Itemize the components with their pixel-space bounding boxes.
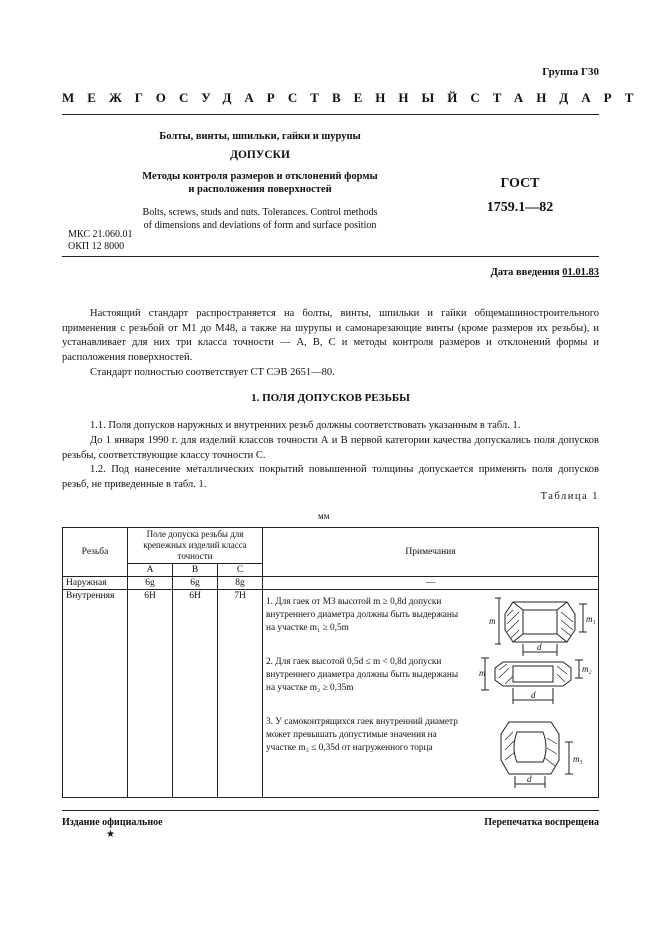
star-icon: ★: [106, 829, 115, 840]
date-value: 01.01.83: [562, 267, 599, 278]
reprint-prohibited: Перепечатка воспрещена: [484, 817, 599, 828]
class-c: C: [218, 564, 263, 577]
title-english-2: of dimensions and deviations of form and surface position: [143, 220, 377, 231]
nut-diagrams: [479, 592, 597, 797]
tolerance-table: [62, 527, 599, 798]
thread-internal: Внутренняя: [63, 590, 128, 798]
class-a: A: [128, 564, 173, 577]
intro-paragraph-2: Стандарт полностью соответствует СТ СЭВ 2651—80.: [90, 367, 335, 378]
section-1-title: 1. ПОЛЯ ДОПУСКОВ РЕЗЬБЫ: [251, 392, 410, 404]
banner-word-2: СТАНДАРТ: [470, 90, 647, 105]
section-1-paragraph-1: 1.1. Поля допусков наружных и внутренних резьб должны соответствовать указанным в табл. 1.: [90, 420, 521, 431]
group-code: Группа Г30: [542, 66, 599, 78]
value-c: 7H: [218, 590, 263, 798]
note-1: 1. Для гаек от М3 высотой m ≥ 0,8d допуски внутреннего диаметра должны быть выдержаны на участке m₁ ≥ 0,5m: [266, 597, 459, 633]
label-m: m: [489, 616, 496, 626]
banner-word-1: МЕЖГОСУДАРСТВЕННЫЙ: [62, 90, 471, 105]
note-3: 3. У самоконтрящихся гаек внутренний диаметр может превышать допустимые значения на участке m₃ ≤ 0,35d от нагруженного торца: [266, 717, 458, 753]
table-header-row: [63, 528, 599, 564]
mks-code: МКС 21.060.01: [68, 229, 133, 240]
header-notes: Примечания: [263, 528, 599, 577]
value-c: 8g: [218, 577, 263, 590]
classification-codes: [68, 229, 132, 253]
title-line-1: Болты, винты, шпильки, гайки и шурупы: [159, 131, 361, 142]
value-b: 6H: [173, 590, 218, 798]
label-m2: m₂: [582, 664, 592, 674]
label-m1: m₁: [586, 614, 596, 624]
table-units: мм: [318, 511, 330, 521]
notes-cell: [263, 590, 599, 798]
title-english-1: Bolts, screws, studs and nuts. Tolerances. Control methods: [142, 207, 378, 218]
header-rule: [62, 114, 599, 115]
codes-rule: [62, 256, 599, 257]
okp-code: ОКП 12 8000: [68, 241, 125, 252]
label-m3: m₃: [573, 754, 583, 764]
footer-rule: [62, 810, 599, 811]
standard-banner: [62, 90, 647, 106]
title-block: [110, 130, 410, 232]
class-b: B: [173, 564, 218, 577]
label-d: d: [531, 690, 536, 700]
table-row: [63, 590, 599, 798]
value-a: 6H: [128, 590, 173, 798]
note-2: 2. Для гаек высотой 0,5d ≤ m < 0,8d допуски внутреннего диаметра должны быть выдержаны на участке m₂ ≥ 0,35m: [266, 657, 459, 693]
note-dash: —: [263, 577, 599, 590]
header-tolerance-field: Поле допуска резьбы для крепежных изделий класса точности: [128, 528, 263, 564]
official-edition: Издание официальное: [62, 817, 163, 828]
label-d: d: [527, 774, 532, 784]
label-m: m: [479, 668, 486, 678]
date-label: Дата введения: [490, 267, 560, 278]
header-thread: Резьба: [63, 528, 128, 577]
label-d: d: [537, 642, 542, 652]
section-1-paragraph-2: До 1 января 1990 г. для изделий классов точности А и В первой категории качества допускались поля допусков резьбы, соответствующие классу точности С.: [62, 435, 599, 461]
intro-paragraph-1: Настоящий стандарт распространяется на болты, винты, шпильки и гайки общемашиностроительного применения с резьбой от М1 до М48, а также на шурупы и самонарезающие винты (кроме размеров их резьбы), и устанавливает для них три класса точности — А, В, С и методы контроля размеров и отклонений формы и расположения поверхностей.: [62, 308, 599, 363]
value-b: 6g: [173, 577, 218, 590]
title-line-4: и расположения поверхностей: [188, 184, 332, 195]
effective-date: [491, 267, 599, 278]
title-line-3: Методы контроля размеров и отклонений формы: [142, 171, 378, 182]
table-label: Таблица 1: [540, 491, 599, 502]
thread-external: Наружная: [63, 577, 128, 590]
title-english: [110, 206, 410, 232]
section-1-paragraph-3: 1.2. Под нанесение металлических покрытий повышенной толщины допускается применять поля допусков резьб, не приведенные в табл. 1.: [62, 464, 599, 490]
gost-number: 1759.1—82: [486, 200, 554, 215]
gost-label: ГОСТ: [500, 176, 540, 191]
table-row: [63, 577, 599, 590]
gost-block: [460, 172, 580, 220]
title-line-2: ДОПУСКИ: [230, 149, 290, 161]
value-a: 6g: [128, 577, 173, 590]
nut-figure-3: [501, 722, 573, 788]
